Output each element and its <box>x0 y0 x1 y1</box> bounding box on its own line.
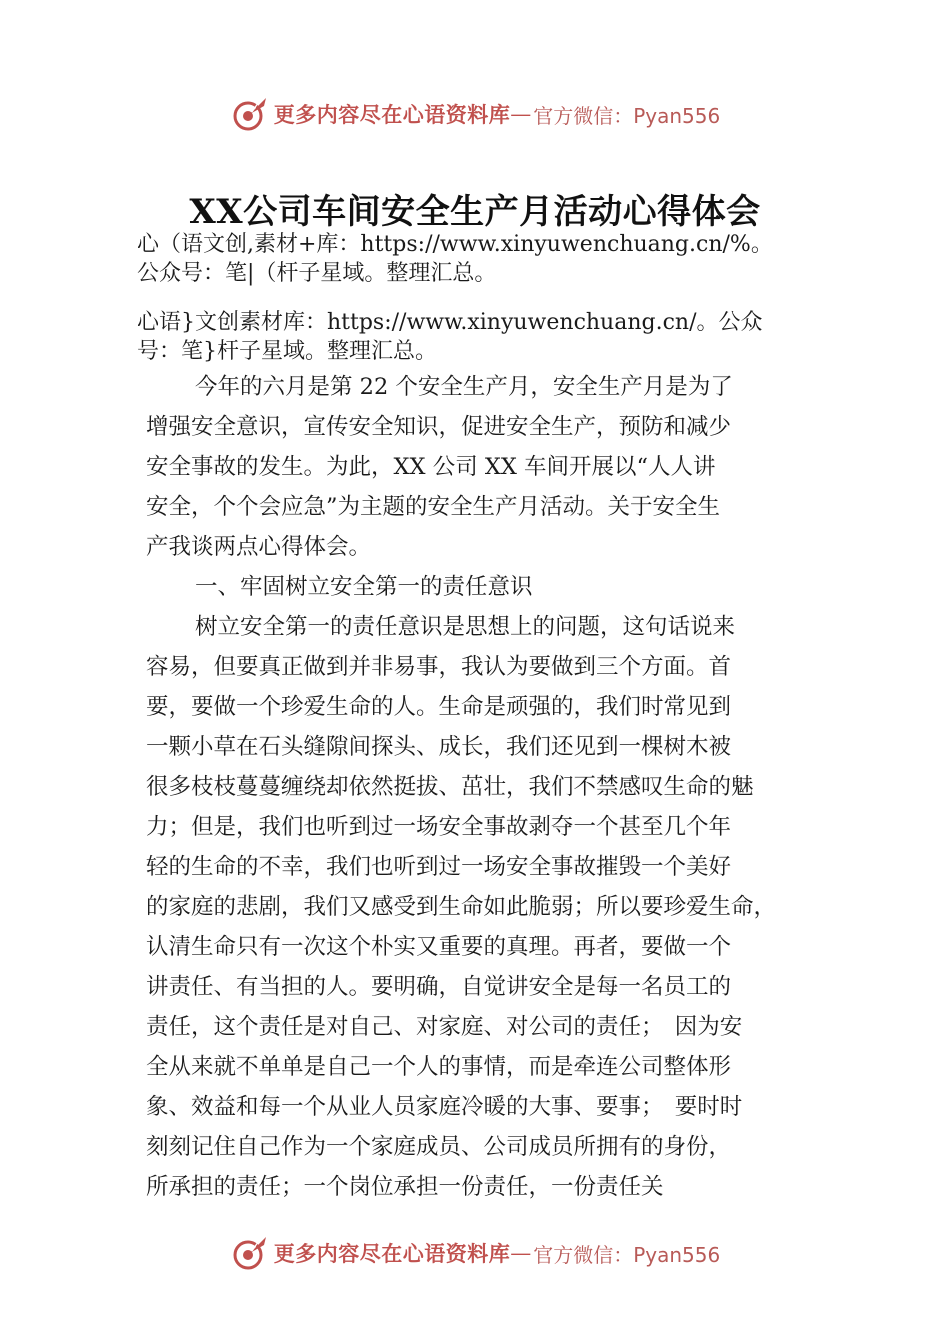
source-note-2 <box>137 308 837 366</box>
document-body <box>146 367 846 1207</box>
body-line: 今年的六月是第 22 个安全生产月，安全生产月是为了 <box>195 374 733 400</box>
body-line: 力；但是，我们也听到过一场安全事故剥夺一个甚至几个年 <box>146 814 732 840</box>
source-note-line: 号：笔}杆子星域。整理汇总。 <box>137 339 437 364</box>
banner-wechat: 官方微信：Pyan556 <box>533 1242 721 1267</box>
body-line: 很多枝枝蔓蔓缠绕却依然挺拔、茁壮，我们不禁感叹生命的魅 <box>146 774 754 800</box>
source-note-line: 公众号：笔|（杆子星域。整理汇总。 <box>137 261 497 286</box>
body-line: 讲责任、有当担的人。要明确，自觉讲安全是每一名员工的 <box>146 974 732 1000</box>
body-line: 安全事故的发生。为此，XX 公司 XX 车间开展以“人人讲 <box>146 454 716 480</box>
banner-separator: — <box>510 102 532 126</box>
body-line: 的家庭的悲剧，我们又感受到生命如此脆弱；所以要珍爱生命， <box>146 894 777 920</box>
body-line: 容易，但要真正做到并非易事，我认为要做到三个方面。首 <box>146 654 732 680</box>
body-line: 一颗小草在石头缝隙间探头、成长，我们还见到一棵树木被 <box>146 734 732 760</box>
body-line: 认清生命只有一次这个朴实又重要的真理。再者，要做一个 <box>146 934 732 960</box>
body-line: 轻的生命的不幸，我们也听到过一场安全事故摧毁一个美好 <box>146 854 732 880</box>
footer-banner <box>0 1229 950 1277</box>
header-banner <box>0 90 950 138</box>
body-line: 产我谈两点心得体会。 <box>146 534 372 560</box>
quill-logo-icon <box>230 1233 270 1273</box>
document-title: XX公司车间安全生产月活动心得体会 <box>189 192 761 232</box>
banner-text: 更多内容尽在心语资料库 <box>273 102 511 127</box>
source-note-line: 心（语文创,素材+库：https://www.xinyuwenchuang.cn/%。 <box>137 232 773 257</box>
source-note-line: 心语}文创素材库：https://www.xinyuwenchuang.cn/。公众 <box>137 310 763 335</box>
body-line: 象、效益和每一个从业人员家庭冷暖的大事、要事； 要时时 <box>146 1094 743 1120</box>
body-line: 树立安全第一的责任意识是思想上的问题，这句话说来 <box>195 614 736 640</box>
body-line: 所承担的责任；一个岗位承担一份责任，一份责任关 <box>146 1174 664 1200</box>
banner-wechat: 官方微信：Pyan556 <box>533 103 721 128</box>
body-line: 全从来就不单单是自己一个人的事情，而是牵连公司整体形 <box>146 1054 732 1080</box>
body-line: 增强安全意识，宣传安全知识，促进安全生产，预防和减少 <box>146 414 732 440</box>
body-line: 责任，这个责任是对自己、对家庭、对公司的责任； 因为安 <box>146 1014 743 1040</box>
source-note-1 <box>137 230 837 288</box>
banner-text: 更多内容尽在心语资料库 <box>273 1241 511 1266</box>
body-line: 安全，个个会应急”为主题的安全生产月活动。关于安全生 <box>146 494 721 520</box>
banner-separator: — <box>510 1241 532 1265</box>
section-heading: 一、牢固树立安全第一的责任意识 <box>195 574 533 600</box>
body-line: 刻刻记住自己作为一个家庭成员、公司成员所拥有的身份， <box>146 1134 732 1160</box>
quill-logo-icon <box>230 94 270 134</box>
body-line: 要，要做一个珍爱生命的人。生命是顽强的，我们时常见到 <box>146 694 732 720</box>
